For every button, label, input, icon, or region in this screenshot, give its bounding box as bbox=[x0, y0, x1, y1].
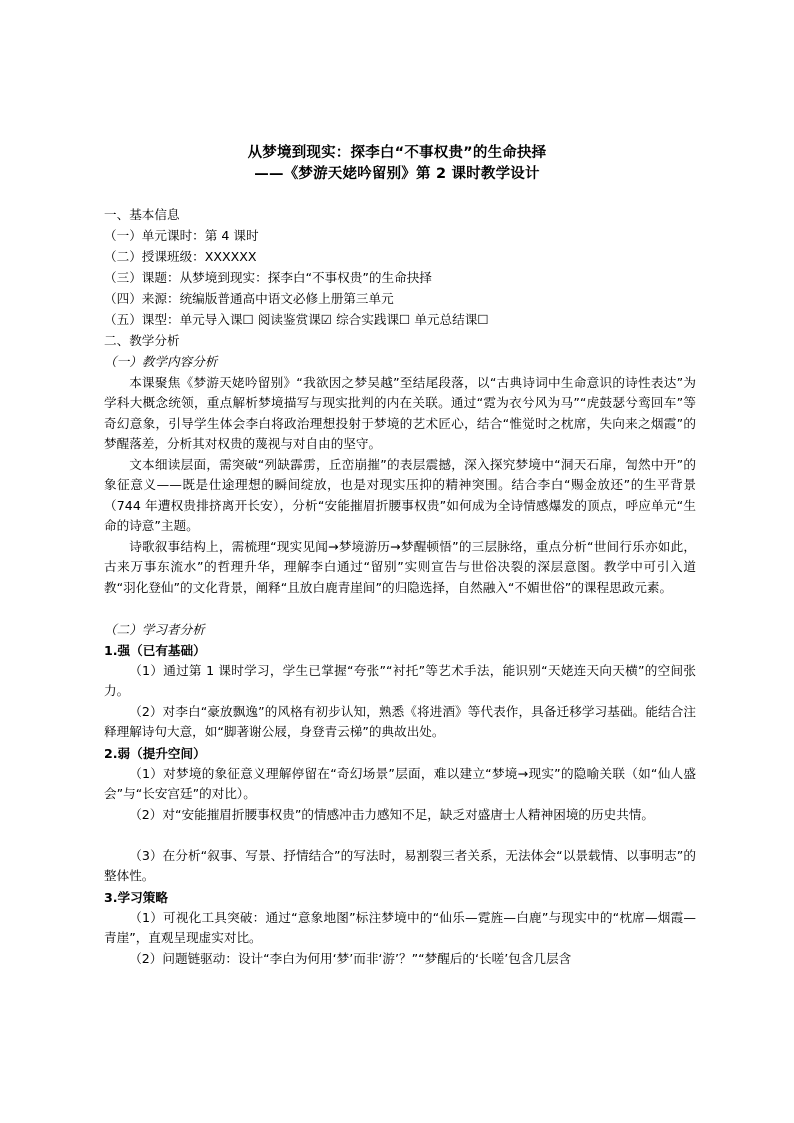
subheading-content-analysis: （一）教学内容分析 bbox=[104, 354, 218, 369]
heading-weaknesses: 2.弱（提升空间） bbox=[104, 746, 206, 761]
paragraph-content-3: 诗歌叙事结构上，需梳理“现实见闻→梦境游历→梦醒顿悟”的三层脉络，重点分析“世间行乐亦如此，古来万事东流水”的哲理升华，理解李白通过“留别”实则宣告与世俗决裂的深层意图。教学中可引入道教“羽化登仙”的文化背景，阐释“且放白鹿青崖间”的归隐选择，自然融入“不媚世俗”的课程思政元素。 bbox=[104, 539, 696, 595]
paragraph-content-1: 本课聚焦《梦游天姥吟留别》“我欲因之梦吴越”至结尾段落，以“古典诗词中生命意识的诗性表达”为学科大概念统领，重点解析梦境描写与现实批判的内在关联。通过“霓为衣兮风为马”“虎鼓瑟兮鸾回车”等奇幻意象，引导学生体会李白将政治理想投射于梦境的艺术匠心，结合“惟觉时之枕席，失向来之烟霞”的梦醒落差，分析其对权贵的蔑视与对自由的坚守。 bbox=[104, 375, 696, 452]
heading-strengths: 1.强（已有基础） bbox=[104, 643, 206, 658]
subheading-learner-analysis: （二）学习者分析 bbox=[104, 622, 205, 637]
weakness-item-1: （1）对梦境的象征意义理解停留在“奇幻场景”层面，难以建立“梦境→现实”的隐喻关联（如“仙人盛会”与“长安宫廷”的对比）。 bbox=[104, 766, 696, 802]
info-source: （四）来源：统编版普通高中语文必修上册第三单元 bbox=[104, 291, 394, 306]
strategy-item-2: （2）问题链驱动：设计“李白为何用‘梦’而非‘游’？”“梦醒后的‘长嗟’包含几层含 bbox=[129, 951, 572, 966]
info-topic: （三）课题：从梦境到现实：探李白“不事权贵”的生命抉择 bbox=[104, 270, 432, 285]
info-lesson-type: （五）课型：单元导入课☐ 阅读鉴赏课☑ 综合实践课☐ 单元总结课☐ bbox=[104, 312, 489, 327]
info-unit-lesson: （一）单元课时：第 4 课时 bbox=[104, 228, 259, 243]
info-class: （二）授课班级：XXXXXX bbox=[104, 249, 257, 264]
strategy-item-1: （1）可视化工具突破：通过“意象地图”标注梦境中的“仙乐—霓旌—白鹿”与现实中的“枕席—烟霞—青崖”，直观呈现虚实对比。 bbox=[104, 910, 696, 946]
section-heading-basic-info: 一、基本信息 bbox=[104, 207, 180, 222]
weakness-item-3: （3）在分析“叙事、写景、抒情结合”的写法时，易割裂三者关系，无法体会“以景载情、以事明志”的整体性。 bbox=[104, 848, 696, 884]
section-heading-analysis: 二、教学分析 bbox=[104, 333, 180, 348]
strength-item-1: （1）通过第 1 课时学习，学生已掌握“夸张”“衬托”等艺术手法，能识别“天姥连天向天横”的空间张力。 bbox=[104, 663, 696, 699]
paragraph-content-2: 文本细读层面，需突破“列缺霹雳，丘峦崩摧”的表层震撼，深入探究梦境中“洞天石扉，訇然中开”的象征意义——既是仕途理想的瞬间绽放，也是对现实压抑的精神突围。结合李白“赐金放还”的生平背景（744 年遭权贵排挤离开长安），分析“安能摧眉折腰事权贵”如何成为全诗情感爆发的顶点，呼应单元“生命的诗意”主题。 bbox=[104, 457, 696, 534]
document-title: 从梦境到现实：探李白“不事权贵”的生命抉择 bbox=[247, 145, 547, 161]
document-subtitle: ——《梦游天姥吟留别》第 2 课时教学设计 bbox=[254, 166, 540, 182]
strength-item-2: （2）对李白“豪放飘逸”的风格有初步认知，熟悉《将进酒》等代表作，具备迁移学习基础。能结合注释理解诗句大意，如“脚著谢公屐，身登青云梯”的典故出处。 bbox=[104, 704, 696, 740]
weakness-item-2: （2）对“安能摧眉折腰事权贵”的情感冲击力感知不足，缺乏对盛唐士人精神困境的历史共情。 bbox=[129, 807, 654, 822]
heading-strategies: 3.学习策略 bbox=[104, 890, 168, 905]
